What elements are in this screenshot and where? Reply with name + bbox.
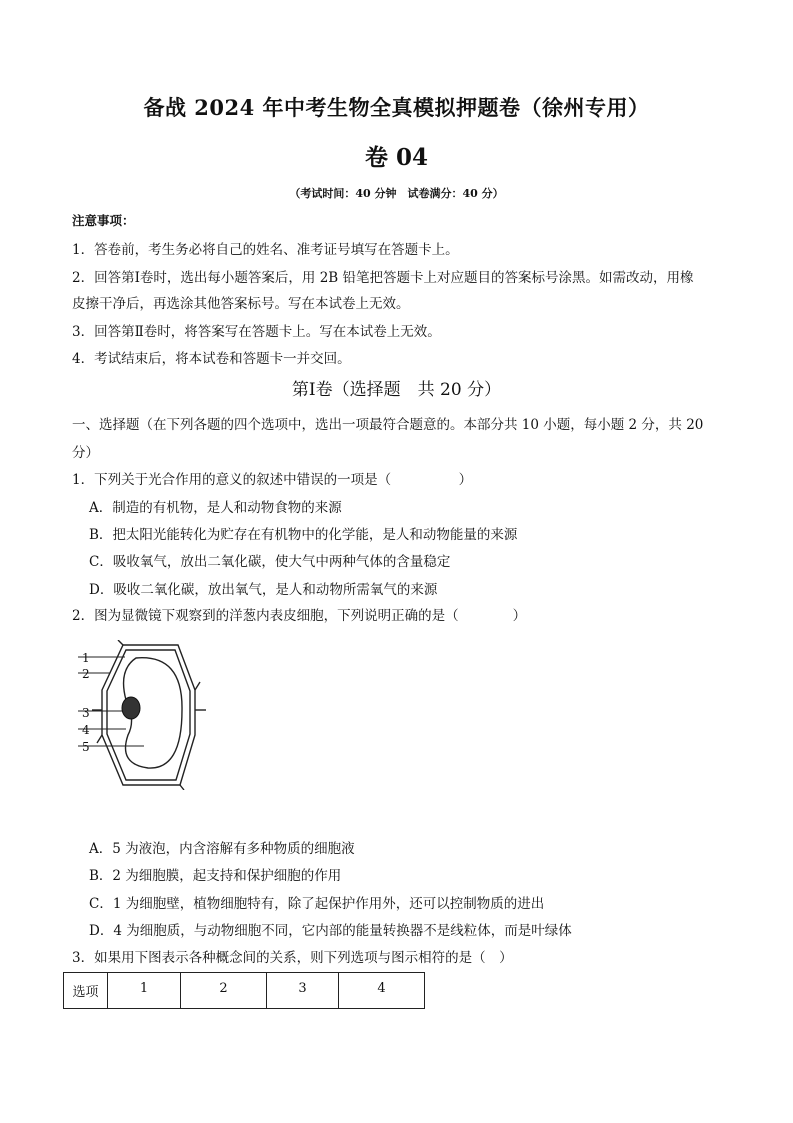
section-title: 第Ⅰ卷（选择题 共 20 分）	[291, 380, 502, 400]
question-2-option-a: A．5 为液泡，内含溶解有多种物质的细胞液	[89, 841, 355, 857]
page-title: 备战 2024 年中考生物全真模拟押题卷（徐州专用）	[143, 95, 650, 120]
question-1-stem: 1．下列关于光合作用的意义的叙述中错误的一项是（ ）	[72, 472, 473, 488]
question-1-option-a: A．制造的有机物，是人和动物食物的来源	[89, 500, 342, 516]
diagram-label-5: 5	[82, 740, 90, 754]
onion-cell-diagram	[78, 640, 218, 790]
question-3-table	[63, 972, 425, 1009]
diagram-label-4: 4	[82, 723, 90, 737]
table-header-cell: 选项	[64, 973, 108, 1009]
question-2-option-d: D．4 为细胞质，与动物细胞不同，它内部的能量转换器不是线粒体，而是叶绿体	[89, 923, 572, 939]
question-1-option-b: B．把太阳光能转化为贮存在有机物中的化学能，是人和动物能量的来源	[89, 527, 518, 543]
diagram-label-1: 1	[82, 651, 90, 665]
question-3-stem: 3．如果用下图表示各种概念间的关系，则下列选项与图示相符的是（ ）	[72, 950, 513, 966]
table-header-cell: 4	[339, 973, 425, 1009]
notice-item: 1．答卷前，考生务必将自己的姓名、准考证号填写在答题卡上。	[72, 242, 459, 258]
paper-subtitle: 卷 04	[364, 144, 428, 171]
section-intro-cont: 分）	[72, 445, 99, 461]
diagram-label-3: 3	[82, 706, 90, 720]
question-2-option-b: B．2 为细胞膜，起支持和保护细胞的作用	[89, 868, 342, 884]
exam-meta: （考试时间：40 分钟 试卷满分：40 分）	[289, 187, 504, 200]
table-header-cell: 3	[267, 973, 339, 1009]
section-intro: 一、选择题（在下列各题的四个选项中，选出一项最符合题意的。本部分共 10 小题，每小题 2 分，共 20	[72, 417, 704, 433]
table-row	[64, 973, 425, 1009]
notice-heading: 注意事项：	[72, 213, 135, 228]
nucleus	[122, 697, 140, 719]
question-1-option-c: C．吸收氧气，放出二氧化碳，使大气中两种气体的含量稳定	[89, 554, 451, 570]
diagram-label-2: 2	[82, 667, 90, 681]
notice-item: 4．考试结束后，将本试卷和答题卡一并交回。	[72, 351, 351, 367]
cell-wall-inner	[107, 650, 190, 780]
question-2-stem: 2．图为显微镜下观察到的洋葱内表皮细胞，下列说明正确的是（ ）	[72, 608, 527, 624]
notice-item: 3．回答第Ⅱ卷时，将答案写在答题卡上。写在本试卷上无效。	[72, 324, 441, 340]
notice-item: 皮擦干净后，再选涂其他答案标号。写在本试卷上无效。	[72, 296, 410, 312]
notice-item: 2．回答第Ⅰ卷时，选出每小题答案后，用 2B 铅笔把答题卡上对应题目的答案标号涂黑。如需改动，用橡	[72, 270, 694, 286]
table-header-cell: 1	[108, 973, 181, 1009]
table-header-cell: 2	[181, 973, 267, 1009]
question-1-option-d: D．吸收二氧化碳，放出氧气，是人和动物所需氧气的来源	[89, 582, 438, 598]
question-2-option-c: C．1 为细胞壁，植物细胞特有，除了起保护作用外，还可以控制物质的进出	[89, 896, 545, 912]
